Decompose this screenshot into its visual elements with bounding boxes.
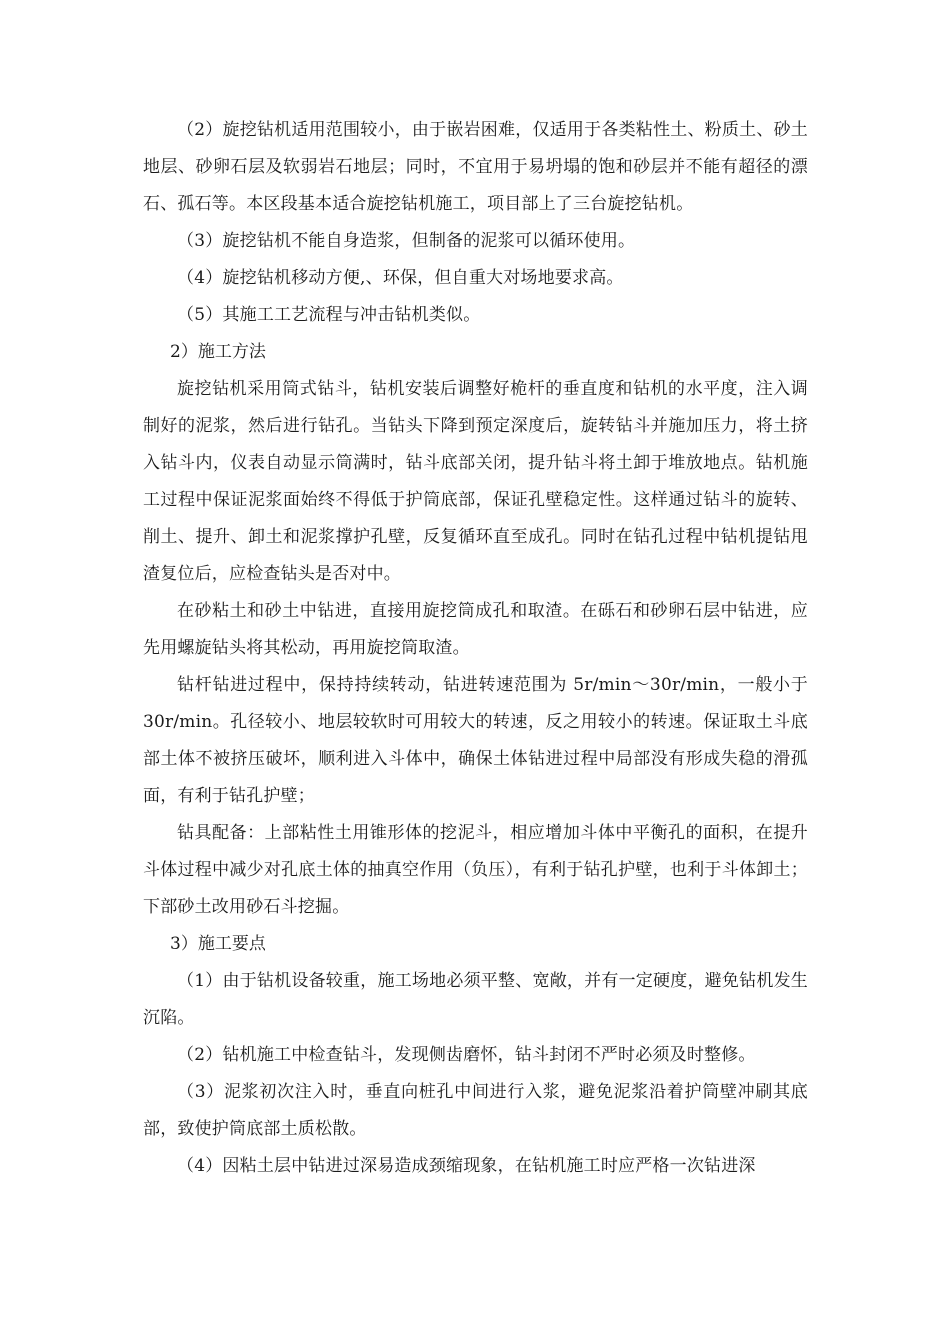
paragraph-bucket-inspection: （2）钻机施工中检查钻斗，发现侧齿磨怀，钻斗封闭不严时必须及时整修。: [177, 1045, 756, 1065]
section-heading-construction-method: 2）施工方法: [170, 342, 266, 362]
paragraph-rotary-drill-scope: （2）旋挖钻机适用范围较小，由于嵌岩困难，仅适用于各类粘性土、粉质土、砂土地层、砂卵石层及软弱岩石地层；同时，不宜用于易坍塌的饱和砂层并不能有超径的漂石、孤石等。本区段基本适合旋挖钻机施工，项目部上了三台旋挖钻机。: [143, 120, 808, 214]
paragraph-process-flow: （5）其施工工艺流程与冲击钻机类似。: [177, 305, 481, 325]
paragraph-mud-injection: （3）泥浆初次注入时，垂直向桩孔中间进行入浆，避免泥浆沿着护筒壁冲刷其底部，致使护筒底部土质松散。: [143, 1082, 808, 1139]
paragraph-mud-circulation: （3）旋挖钻机不能自身造浆，但制备的泥浆可以循环使用。: [177, 231, 636, 251]
section-heading-key-points: 3）施工要点: [170, 934, 266, 954]
document-page: [143, 112, 808, 1185]
paragraph-drilling-procedure: 旋挖钻机采用筒式钻斗，钻机安装后调整好桅杆的垂直度和钻机的水平度，注入调制好的泥浆，然后进行钻孔。当钻头下降到预定深度后，旋转钻斗并施加压力，将土挤入钻斗内，仪表自动显示筒满时，钻斗底部关闭，提升钻斗将土卸于堆放地点。钻机施工过程中保证泥浆面始终不得低于护筒底部，保证孔壁稳定性。这样通过钻斗的旋转、削土、提升、卸土和泥浆撑护孔壁，反复循环直至成孔。同时在钻孔过程中钻机提钻甩渣复位后，应检查钻头是否对中。: [143, 379, 808, 584]
paragraph-necking-prevention: （4）因粘土层中钻进过深易造成颈缩现象，在钻机施工时应严格一次钻进深: [177, 1156, 756, 1176]
paragraph-site-preparation: （1）由于钻机设备较重，施工场地必须平整、宽敞，并有一定硬度，避免钻机发生沉陷。: [143, 971, 808, 1028]
paragraph-tool-configuration: 钻具配备：上部粘性土用锥形体的挖泥斗，相应增加斗体中平衡孔的面积，在提升斗体过程中减少对孔底土体的抽真空作用（负压），有利于钻孔护壁，也利于斗体卸土；下部砂土改用砂石斗挖掘。: [143, 823, 808, 917]
paragraph-soil-drilling: 在砂粘土和砂土中钻进，直接用旋挖筒成孔和取渣。在砾石和砂卵石层中钻进，应先用螺旋钻头将其松动，再用旋挖筒取渣。: [143, 601, 808, 658]
paragraph-mobility: （4）旋挖钻机移动方便,、环保，但自重大对场地要求高。: [177, 268, 624, 288]
paragraph-rotation-speed: 钻杆钻进过程中，保持持续转动，钻进转速范围为 5r/min～30r/min，一般小于 30r/min。孔径较小、地层较软时可用较大的转速，反之用较小的转速。保证取土斗底部土体不被挤压破坏，顺利进入斗体中，确保土体钻进过程中局部没有形成失稳的滑孤面，有利于钻孔护壁；: [143, 675, 808, 806]
